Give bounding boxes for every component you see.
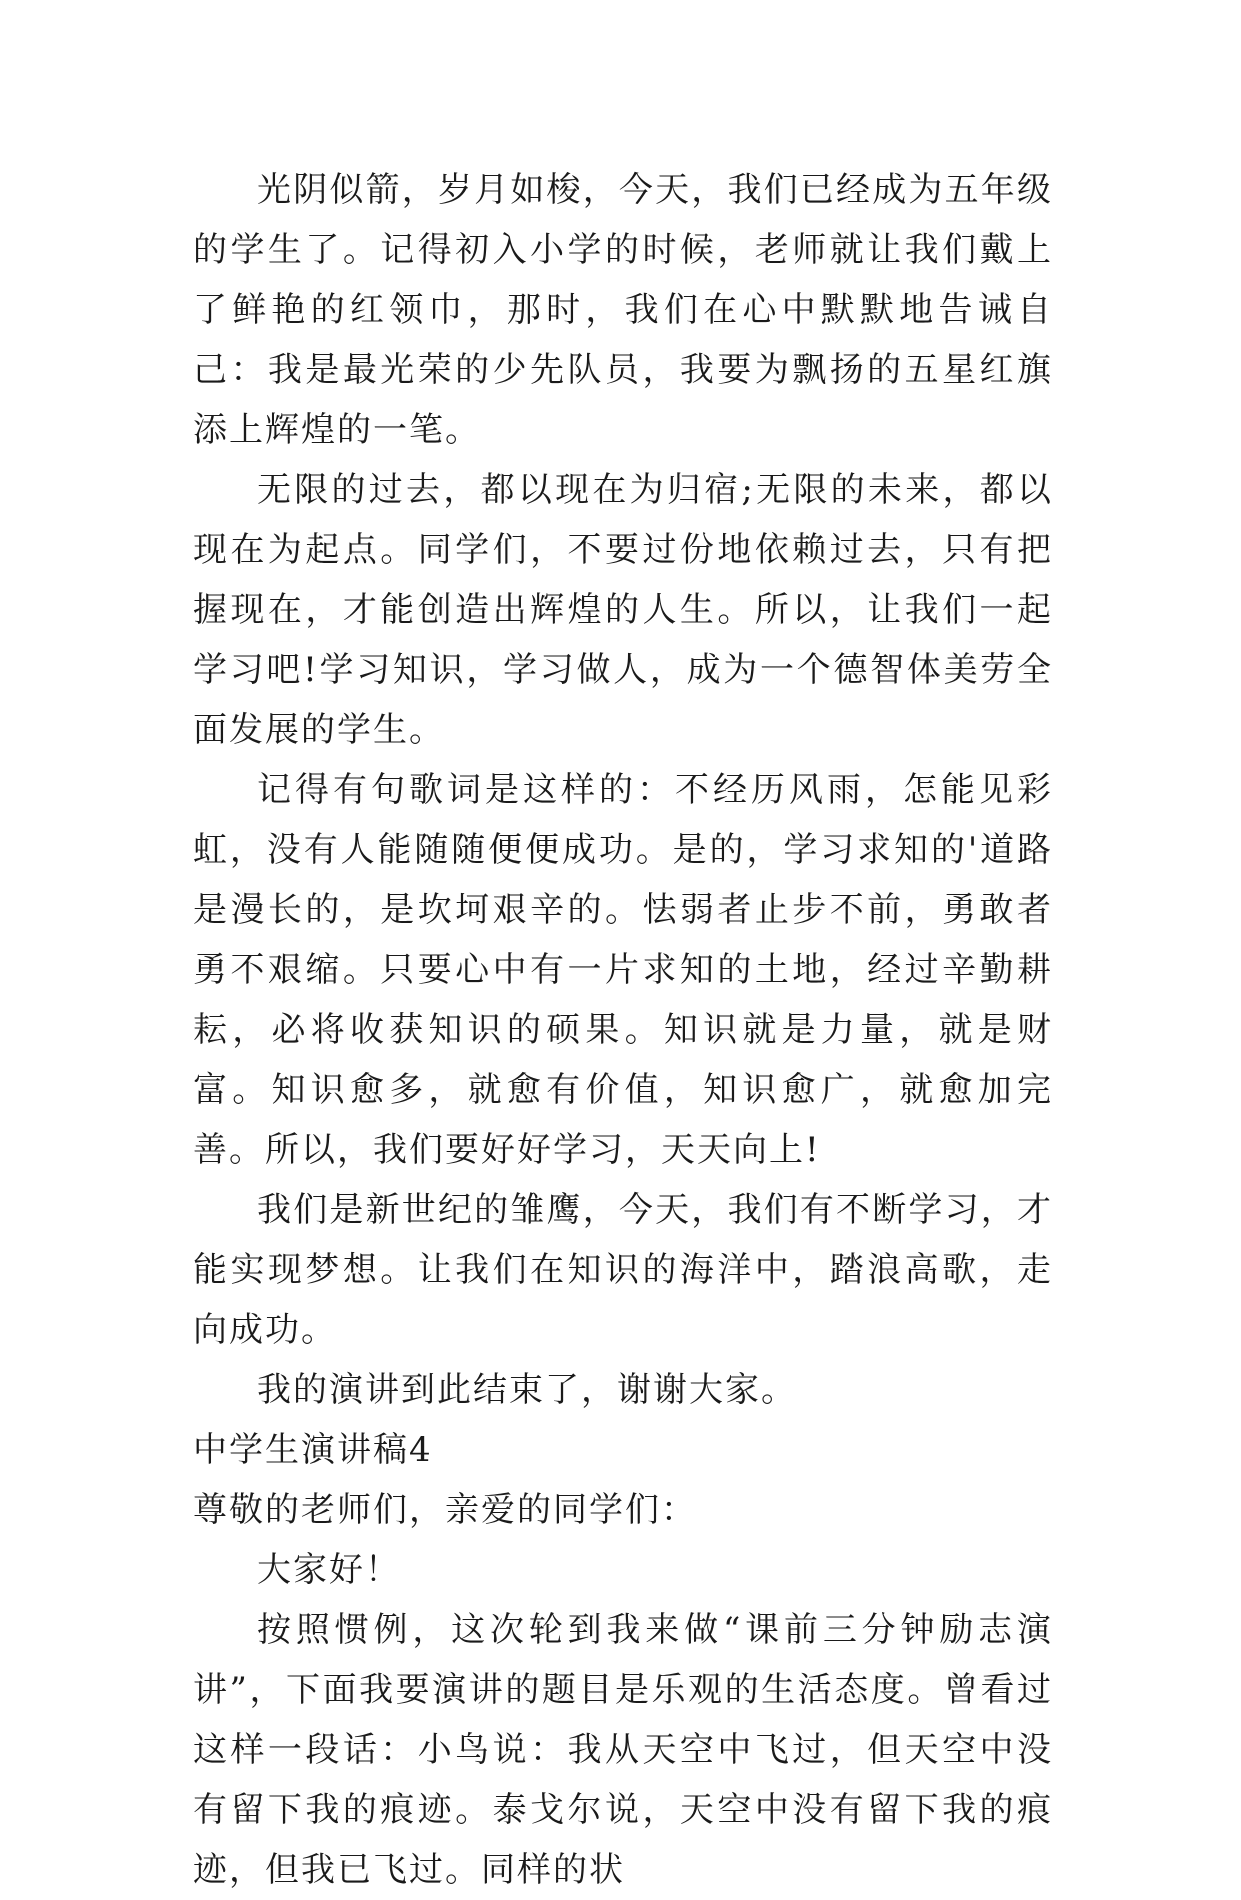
paragraph-2: 无限的过去，都以现在为归宿;无限的未来，都以现在为起点。同学们，不要过份地依赖过去，只有把握现在，才能创造出辉煌的人生。所以，让我们一起学习吧!学习知识，学习做人，成为一个德智体美劳全面发展的学生。 xyxy=(193,470,1053,750)
paragraph-1: 光阴似箭，岁月如梭，今天，我们已经成为五年级的学生了。记得初入小学的时候，老师就让我们戴上了鲜艳的红领巾，那时，我们在心中默默地告诫自己：我是最光荣的少先队员，我要为飘扬的五星红旗添上辉煌的一笔。 xyxy=(193,170,1053,450)
closing-paragraph: 按照惯例，这次轮到我来做“课前三分钟励志演讲”，下面我要演讲的题目是乐观的生活态度。曾看过这样一段话：小鸟说：我从天空中飞过，但天空中没有留下我的痕迹。泰戈尔说，天空中没有留下我的痕迹，但我已飞过。同样的状 xyxy=(193,1610,1053,1890)
greeting: 大家好！ xyxy=(257,1550,401,1590)
section-title: 中学生演讲稿4 xyxy=(193,1430,433,1470)
paragraph-5: 我的演讲到此结束了，谢谢大家。 xyxy=(257,1370,797,1410)
salutation: 尊敬的老师们，亲爱的同学们： xyxy=(193,1490,697,1530)
document-body xyxy=(193,160,1053,1900)
paragraph-4: 我们是新世纪的雏鹰，今天，我们有不断学习，才能实现梦想。让我们在知识的海洋中，踏浪高歌，走向成功。 xyxy=(193,1190,1053,1350)
paragraph-3: 记得有句歌词是这样的：不经历风雨，怎能见彩虹，没有人能随随便便成功。是的，学习求知的'道路是漫长的，是坎坷艰辛的。怯弱者止步不前，勇敢者勇不艰缩。只要心中有一片求知的土地，经过辛勤耕耘，必将收获知识的硕果。知识就是力量，就是财富。知识愈多，就愈有价值，知识愈广，就愈加完善。所以，我们要好好学习，天天向上! xyxy=(193,770,1053,1170)
